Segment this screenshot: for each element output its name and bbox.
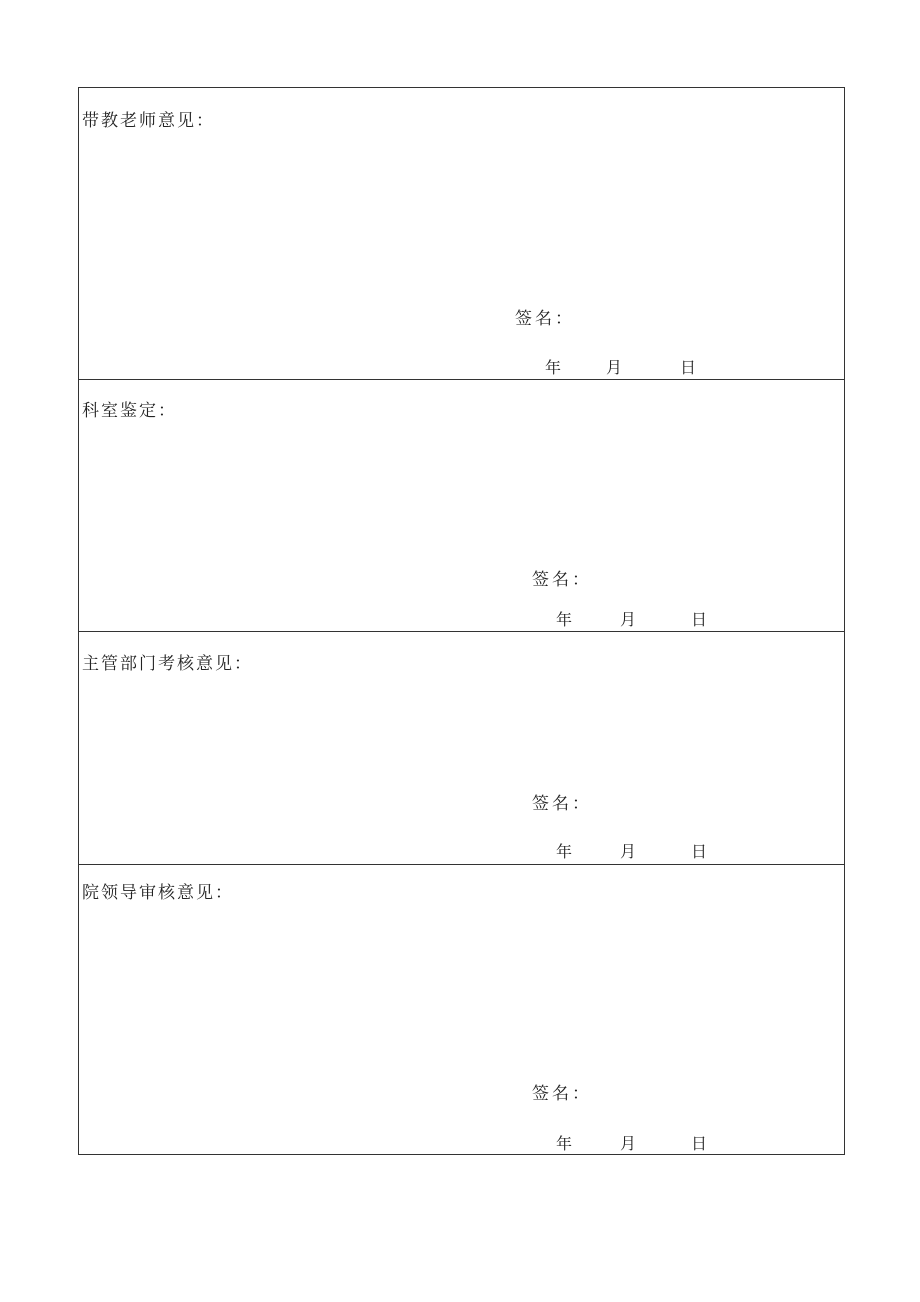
section-leadership-review bbox=[79, 864, 844, 1155]
date-month: 月 bbox=[620, 842, 637, 861]
date-month: 月 bbox=[620, 1134, 637, 1153]
date-day: 日 bbox=[691, 610, 708, 629]
date-month: 月 bbox=[620, 610, 637, 629]
signature-label: 签名： bbox=[532, 794, 592, 814]
date-month: 月 bbox=[606, 358, 623, 377]
date-year: 年 bbox=[556, 1134, 573, 1153]
evaluation-form-table bbox=[78, 87, 845, 1155]
date-day: 日 bbox=[691, 1134, 708, 1153]
section-label: 带教老师意见： bbox=[82, 111, 215, 131]
date-year: 年 bbox=[545, 358, 562, 377]
section-label: 院领导审核意见： bbox=[82, 883, 234, 903]
section-teacher-opinion bbox=[79, 88, 844, 379]
signature-label: 签名： bbox=[515, 309, 575, 329]
date-day: 日 bbox=[680, 358, 697, 377]
date-day: 日 bbox=[691, 842, 708, 861]
date-year: 年 bbox=[556, 610, 573, 629]
section-supervisor-review bbox=[79, 631, 844, 864]
section-department-appraisal bbox=[79, 379, 844, 631]
section-label: 主管部门考核意见： bbox=[82, 654, 253, 674]
signature-label: 签名： bbox=[532, 570, 592, 590]
date-year: 年 bbox=[556, 842, 573, 861]
signature-label: 签名： bbox=[532, 1084, 592, 1104]
section-label: 科室鉴定： bbox=[82, 401, 177, 421]
